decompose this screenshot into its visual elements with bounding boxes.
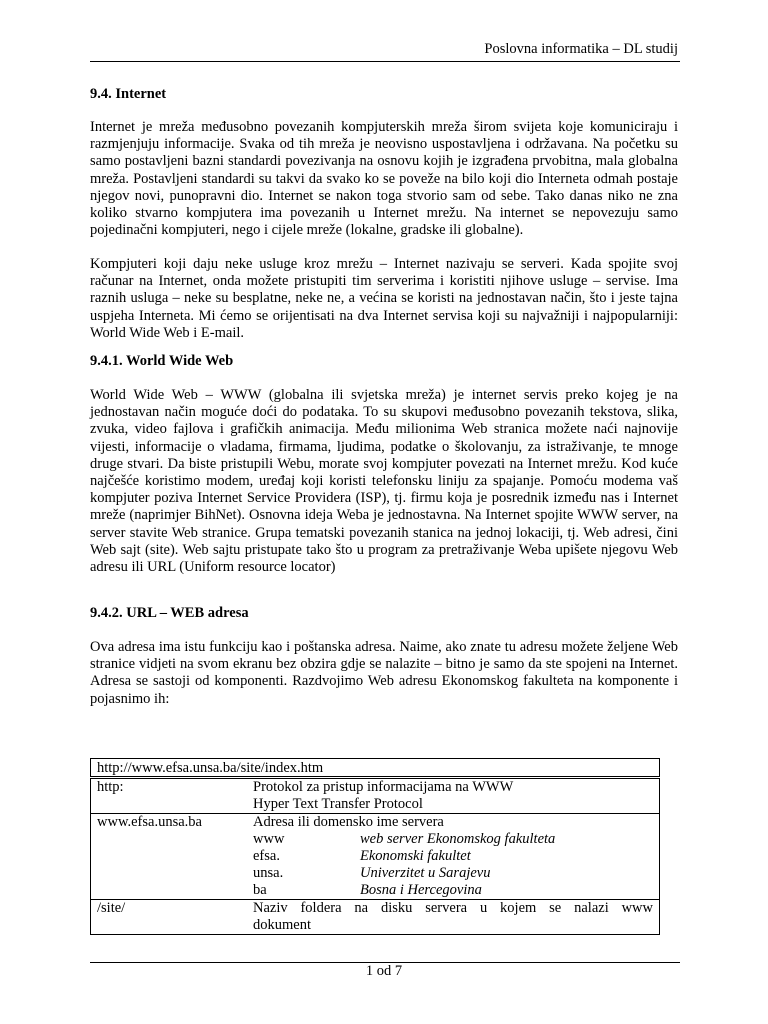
url-text: http://www.efsa.unsa.ba/site/index.htm xyxy=(97,760,324,776)
domain-part xyxy=(253,831,653,848)
section-heading-url: 9.4.2. URL – WEB adresa xyxy=(90,605,249,621)
component-key: www.efsa.unsa.ba xyxy=(97,814,202,830)
description-line: Hyper Text Transfer Protocol xyxy=(253,796,423,812)
domain-part-key: www xyxy=(253,831,285,847)
domain-part-key: efsa. xyxy=(253,848,280,864)
component-key: /site/ xyxy=(97,900,126,916)
description-line: Naziv foldera na disku servera u kojem se nalazi www xyxy=(253,900,653,916)
description-line: Protokol za pristup informacijama na WWW xyxy=(253,779,514,795)
url-components-table xyxy=(90,758,660,935)
page-header: Poslovna informatika – DL studij xyxy=(484,41,678,57)
url-row xyxy=(90,758,660,777)
section-heading-www: 9.4.1. World Wide Web xyxy=(90,353,234,369)
header-divider xyxy=(90,61,680,62)
table-row xyxy=(90,778,660,814)
component-description xyxy=(253,900,659,934)
domain-part-value: web server Ekonomskog fakulteta xyxy=(360,831,556,847)
description-line: Adresa ili domensko ime servera xyxy=(253,814,444,830)
table-row xyxy=(90,900,660,935)
domain-part xyxy=(253,848,653,865)
domain-part-key: ba xyxy=(253,882,267,898)
component-description xyxy=(253,814,659,899)
domain-part-key: unsa. xyxy=(253,865,284,881)
section-heading-internet: 9.4. Internet xyxy=(90,86,167,102)
paragraph-servers: Kompjuteri koji daju neke usluge kroz mrežu – Internet nazivaju se serveri. Kada spojite svoj računar na Internet, onda možete pristupiti tim serverima i koristiti njihove usluge – servise. Ima raznih usluga – neke su besplatne, neke ne, a većina se koristi na jednostavan način, što i jeste tajna uspjeha Interneta. Mi ćemo se orijentisati na dva Internet servisa koji su najvažniji i najpopularniji: World Wide Web i E-mail. xyxy=(90,256,678,341)
domain-part-value: Ekonomski fakultet xyxy=(360,848,471,864)
component-key: http: xyxy=(97,779,124,795)
table-row xyxy=(90,814,660,900)
description-line: dokument xyxy=(253,917,311,933)
paragraph-internet-intro: Internet je mreža međusobno povezanih kompjuterskih mreža širom svijeta koje komuniciraju i razmjenjuju informacije. Svaka od tih mreža je neovisno uspostavljena i održavana. Na početku su samo postavljeni bazni standardi povezivanja na osnovu kojih je izgrađena prvobitna, mala globalna mreža. Postavljeni standardi su takvi da svako ko se poveže na bilo koji dio Interneta odmah postaje njegov novi, punopravni dio. Internet se nakon toga stvorio sam od sebe. Tako danas niko ne zna koliko stvarno kompjutera ima povezanih u Internet mrežu. Na internet se nepovezuju samo pojedinačni kompjuteri, nego i cijele mreže (lokalne, gradske ili globalne). xyxy=(90,119,678,239)
domain-part xyxy=(253,882,653,899)
domain-part-value: Bosna i Hercegovina xyxy=(360,882,482,898)
paragraph-www: World Wide Web – WWW (globalna ili svjetska mreža) je internet servis preko kojeg je na jednostavan način moguće doći do podataka. To su skupovi međusobno povezanih tekstova, slika, zvuka, video fajlova i grafičkih animacija. Među milionima Web stranica možete naći najnovije vijesti, informacije o vladama, firmama, ljudima, podatke o školovanju, za istraživanje, te mnoge druge stvari. Da biste pristupili Webu, morate svoj kompjuter povezati na Internet mrežu. Kod kuće najčešće koristimo modem, uređaj koji koristi telefonsku liniju za spajanje. Pomoću modema vaš kompjuter poziva Internet Service Providera (ISP), tj. firmu koja je posrednik između nas i Internet mreže (naprimjer BihNet). Osnovna ideja Weba je jednostavna. Na Internet spojite WWW server, na server stavite Web stranice. Grupa tematski povezanih stanica na jednoj lokaciji, tj. Web adresi, čini Web sajt (site). Web sajtu pristupate tako što u program za pretraživanje Weba upišete njegovu Web adresu ili URL (Uniform resource locator) xyxy=(90,387,678,576)
component-description xyxy=(253,779,659,813)
paragraph-url: Ova adresa ima istu funkciju kao i poštanska adresa. Naime, ako znate tu adresu možete željene Web stranice vidjeti na svom ekranu bez obzira gdje se nalazite – bitno je samo da ste spojeni na Internet. Adresa se sastoji od komponenti. Razdvojimo Web adresu Ekonomskog fakulteta na komponente i pojasnimo ih: xyxy=(90,639,678,707)
domain-part xyxy=(253,865,653,882)
domain-part-value: Univerzitet u Sarajevu xyxy=(360,865,491,881)
page-number: 1 od 7 xyxy=(365,963,403,979)
